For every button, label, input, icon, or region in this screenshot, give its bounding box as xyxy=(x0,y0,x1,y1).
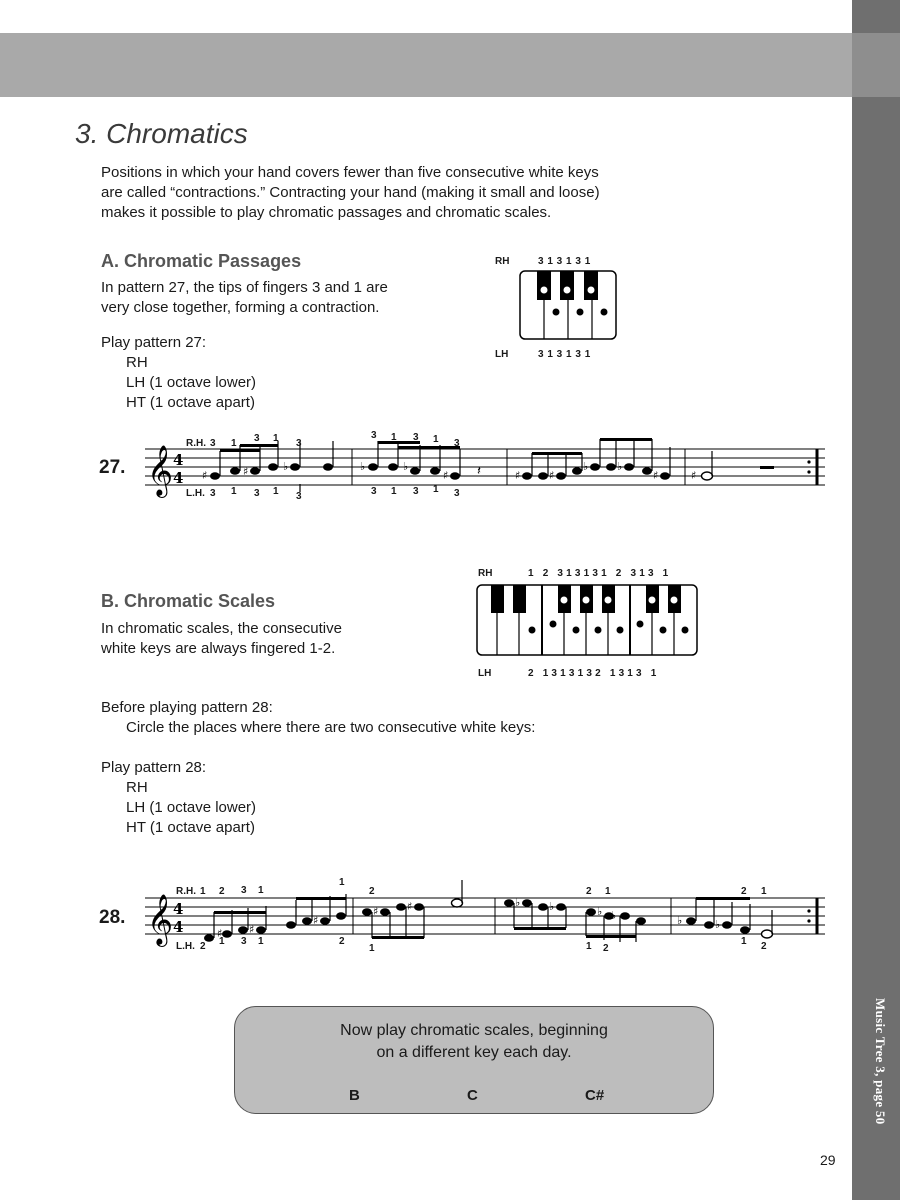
keyboard-a-diagram xyxy=(519,270,619,342)
keyboard-b-lh-label: LH xyxy=(478,668,492,679)
intro-line: makes it possible to play chromatic passages and chromatic scales. xyxy=(101,204,552,221)
pattern-27-lh-finger: 3 xyxy=(210,488,216,499)
part-a-desc-line: In pattern 27, the tips of fingers 3 and 1 are xyxy=(101,279,388,296)
side-tab-label: Music Tree 3, page 50 xyxy=(873,998,888,1125)
pattern-27-rh-finger: 1 xyxy=(231,438,237,449)
pattern-28-lh-finger: 1 xyxy=(258,936,264,947)
callout-message xyxy=(235,1020,713,1064)
pattern-28-lh-finger: 1 xyxy=(369,943,375,954)
pattern-27-rh-finger: 3 xyxy=(210,438,216,449)
pattern-27-rh-finger: 3 xyxy=(371,430,377,441)
svg-text:𝄞: 𝄞 xyxy=(147,894,174,945)
pattern-27-lh-finger: 1 xyxy=(433,484,439,495)
part-b-before-instructions xyxy=(101,698,661,738)
intro-line: Positions in which your hand covers fewer than five consecutive white keys xyxy=(101,164,599,181)
svg-text:𝄽: 𝄽 xyxy=(477,464,481,479)
svg-text:♭: ♭ xyxy=(611,909,617,922)
svg-text:♯: ♯ xyxy=(691,469,697,482)
pattern-28-lh-finger: 2 xyxy=(761,941,767,952)
part-a-heading: A. Chromatic Passages xyxy=(101,251,302,271)
practice-callout xyxy=(234,1006,714,1114)
part-b-before-label: Before playing pattern 28: xyxy=(101,699,273,716)
pattern-27-rh-finger: 3 xyxy=(296,438,302,449)
pattern-28-lh-finger: 1 xyxy=(741,936,747,947)
intro-line: are called “contractions.” Contracting your hand (making it small and loose) xyxy=(101,184,600,201)
pattern-27-lh-finger: 3 xyxy=(296,491,302,502)
callout-key-c-sharp: C# xyxy=(585,1087,605,1104)
svg-text:4: 4 xyxy=(173,451,184,469)
part-b-play-list xyxy=(101,758,401,838)
pattern-28-staff xyxy=(145,880,825,960)
pattern-28-rh-finger: 2 xyxy=(741,886,747,897)
svg-text:♯: ♯ xyxy=(549,469,555,482)
pattern-28-rh-finger: 2 xyxy=(219,886,225,897)
pattern-27-lh-finger: 1 xyxy=(391,486,397,497)
pattern-28-lh-finger: 3 xyxy=(241,936,247,947)
part-b-before-text: Circle the places where there are two consecutive white keys: xyxy=(126,719,536,736)
callout-key-c: C xyxy=(467,1087,478,1104)
section-title: 3. Chromatics xyxy=(75,118,248,149)
pattern-28-lh-marker: L.H. xyxy=(176,941,195,952)
side-tab-top xyxy=(852,33,900,97)
svg-text:♭: ♭ xyxy=(549,900,555,913)
pattern-28-lh-finger: 2 xyxy=(603,943,609,954)
keyboard-a-rh-label: RH xyxy=(495,256,510,267)
svg-text:♯: ♯ xyxy=(443,469,449,482)
part-b-heading: B. Chromatic Scales xyxy=(101,591,276,611)
part-b-desc-line: white keys are always fingered 1-2. xyxy=(101,640,336,657)
pattern-27-staff xyxy=(145,425,825,510)
svg-text:4: 4 xyxy=(173,469,184,487)
pattern-27-rh-finger: 1 xyxy=(273,433,279,444)
callout-key-b: B xyxy=(349,1087,360,1104)
pattern-28-lh-finger: 1 xyxy=(219,936,225,947)
svg-text:♯: ♯ xyxy=(515,469,521,482)
svg-text:♯: ♯ xyxy=(373,905,379,918)
svg-text:♯: ♯ xyxy=(407,900,413,913)
keyboard-a-lh-label: LH xyxy=(495,349,509,360)
pattern-28-rh-finger: 3 xyxy=(241,885,247,896)
pattern-28-lh-finger: 1 xyxy=(586,941,592,952)
svg-text:𝄞: 𝄞 xyxy=(147,445,174,496)
play-item-rh: RH xyxy=(126,779,148,796)
part-b-desc-line: In chromatic scales, the consecutive xyxy=(101,620,342,637)
intro-paragraph xyxy=(101,163,701,223)
keyboard-a-rh-fingering: 3 1 3 1 3 1 xyxy=(538,256,591,267)
pattern-27-rh-finger: 3 xyxy=(413,432,419,443)
svg-text:♭: ♭ xyxy=(403,460,409,473)
svg-text:♯: ♯ xyxy=(249,923,255,936)
part-b-description xyxy=(101,619,431,659)
pattern-27-lh-finger: 3 xyxy=(413,486,419,497)
play-item-lh: LH (1 octave lower) xyxy=(126,374,257,391)
pattern-27-rh-finger: 1 xyxy=(391,432,397,443)
pattern-27-rh-finger: 3 xyxy=(454,438,460,449)
svg-text:4: 4 xyxy=(173,918,184,936)
pattern-27-rh-finger: 3 xyxy=(254,433,260,444)
pattern-28-rh-finger: 1 xyxy=(258,885,264,896)
page-number: 29 xyxy=(820,1152,836,1168)
pattern-27-lh-marker: L.H. xyxy=(186,488,205,499)
callout-line: on a different key each day. xyxy=(376,1044,572,1061)
pattern-27-lh-finger: 1 xyxy=(273,486,279,497)
pattern-28-rh-finger: 2 xyxy=(369,886,375,897)
svg-text:♭: ♭ xyxy=(715,918,721,931)
pattern-28-rh-finger: 2 xyxy=(586,886,592,897)
svg-text:♭: ♭ xyxy=(617,460,623,473)
callout-line: Now play chromatic scales, beginning xyxy=(340,1022,608,1039)
part-a-desc-line: very close together, forming a contraction. xyxy=(101,299,380,316)
svg-text:♯: ♯ xyxy=(313,914,319,927)
keyboard-b-diagram xyxy=(476,584,700,658)
svg-text:♭: ♭ xyxy=(515,896,521,909)
svg-text:♯: ♯ xyxy=(653,469,659,482)
svg-text:♭: ♭ xyxy=(360,460,366,473)
pattern-28-number: 28. xyxy=(99,907,126,928)
svg-text:♯: ♯ xyxy=(243,465,249,478)
pattern-28-rh-finger: 1 xyxy=(605,886,611,897)
pattern-27-rh-marker: R.H. xyxy=(186,438,206,449)
play-item-lh: LH (1 octave lower) xyxy=(126,799,257,816)
svg-text:♭: ♭ xyxy=(583,460,589,473)
pattern-28-lh-finger: 2 xyxy=(200,941,206,952)
keyboard-b-lh-fingering: 2 1 3 1 3 1 3 2 1 3 1 3 1 xyxy=(528,668,657,679)
pattern-28-rh-finger: 1 xyxy=(200,886,206,897)
svg-text:♭: ♭ xyxy=(597,905,603,918)
play-item-ht: HT (1 octave apart) xyxy=(126,394,255,411)
keyboard-b-rh-fingering: 1 2 3 1 3 1 3 1 2 3 1 3 1 xyxy=(528,568,669,579)
part-b-play-label: Play pattern 28: xyxy=(101,759,207,776)
pattern-28-rh-marker: R.H. xyxy=(176,886,196,897)
header-band xyxy=(0,33,852,97)
svg-text:♯: ♯ xyxy=(217,927,223,940)
svg-text:♭: ♭ xyxy=(283,460,289,473)
part-a-description xyxy=(101,278,461,318)
pattern-27-lh-finger: 3 xyxy=(254,488,260,499)
pattern-28-rh-finger: 1 xyxy=(761,886,767,897)
pattern-28-lh-finger: 2 xyxy=(339,936,345,947)
play-item-ht: HT (1 octave apart) xyxy=(126,819,255,836)
keyboard-a-lh-fingering: 3 1 3 1 3 1 xyxy=(538,349,591,360)
part-a-play-list xyxy=(101,333,401,413)
pattern-27-lh-finger: 1 xyxy=(231,486,237,497)
pattern-27-number: 27. xyxy=(99,457,126,478)
svg-text:♭: ♭ xyxy=(677,914,683,927)
pattern-27-lh-finger: 3 xyxy=(371,486,377,497)
svg-text:4: 4 xyxy=(173,900,184,918)
play-item-rh: RH xyxy=(126,354,148,371)
pattern-28-rh-finger: 1 xyxy=(339,877,345,888)
part-a-play-label: Play pattern 27: xyxy=(101,334,207,351)
pattern-27-rh-finger: 1 xyxy=(433,434,439,445)
keyboard-b-rh-label: RH xyxy=(478,568,493,579)
svg-text:♯: ♯ xyxy=(202,469,208,482)
pattern-27-lh-finger: 3 xyxy=(454,488,460,499)
